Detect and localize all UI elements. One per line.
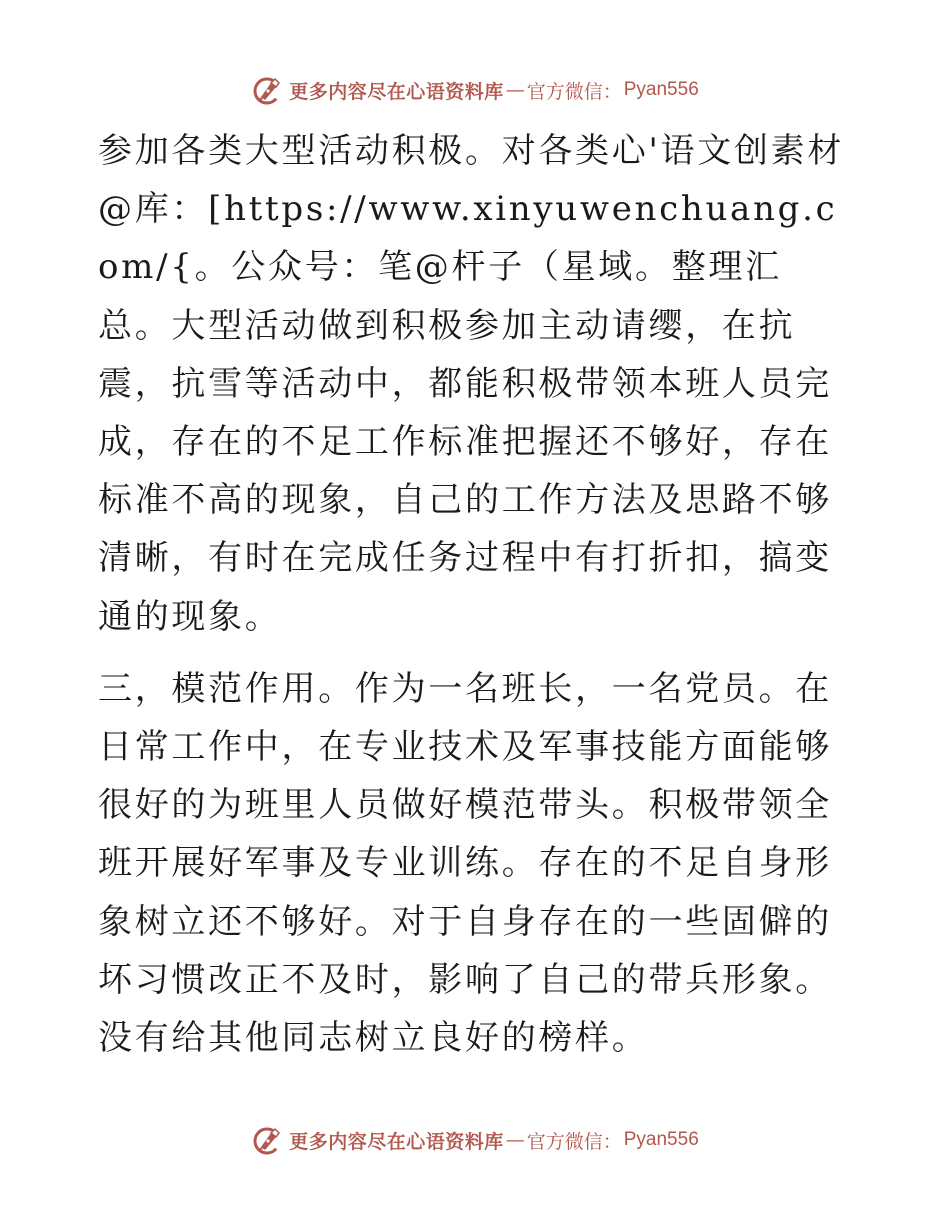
header-official-label: 官方微信：: [526, 80, 622, 103]
header-separator: —: [505, 79, 525, 101]
body-paragraph-1: 参加各类大型活动积极。对各类心'语文创素材@库：[https://www.xinyuwenchuang.com/{。公众号：笔@杆子（星域。整理汇总。大型活动做到积极参加主动请缨，在抗震，抗雪等活动中，都能积极带领本班人员完成，存在的不足工作标准把握还不够好，存在标准不高的现象，自己的工作方法及思路不够清晰，有时在完成任务过程中有打折扣，搞变通的现象。: [98, 131, 845, 637]
header-brand-text: 更多内容尽在心语资料库: [289, 80, 504, 103]
pen-nib-logo-icon: [251, 74, 283, 106]
footer-wechat-id: Pyan556: [623, 1129, 699, 1150]
footer-official-label: 官方微信：: [526, 1130, 622, 1153]
footer-banner: [251, 1124, 699, 1156]
page-footer: [0, 1120, 950, 1160]
footer-brand-text: 更多内容尽在心语资料库: [289, 1130, 504, 1153]
pen-nib-logo-icon: [251, 1124, 283, 1156]
header-wechat-id: Pyan556: [623, 79, 699, 100]
body-paragraph-2: 三，模范作用。作为一名班长，一名党员。在日常工作中，在专业技术及军事技能方面能够很好的为班里人员做好模范带头。积极带领全班开展好军事及专业训练。存在的不足自身形象树立还不够好。对于自身存在的一些固僻的坏习惯改正不及时，影响了自己的带兵形象。没有给其他同志树立良好的榜样。: [98, 668, 832, 1059]
page-header: [0, 70, 950, 110]
header-banner: [251, 74, 699, 106]
footer-separator: —: [505, 1129, 525, 1151]
document-body: [98, 122, 853, 1067]
